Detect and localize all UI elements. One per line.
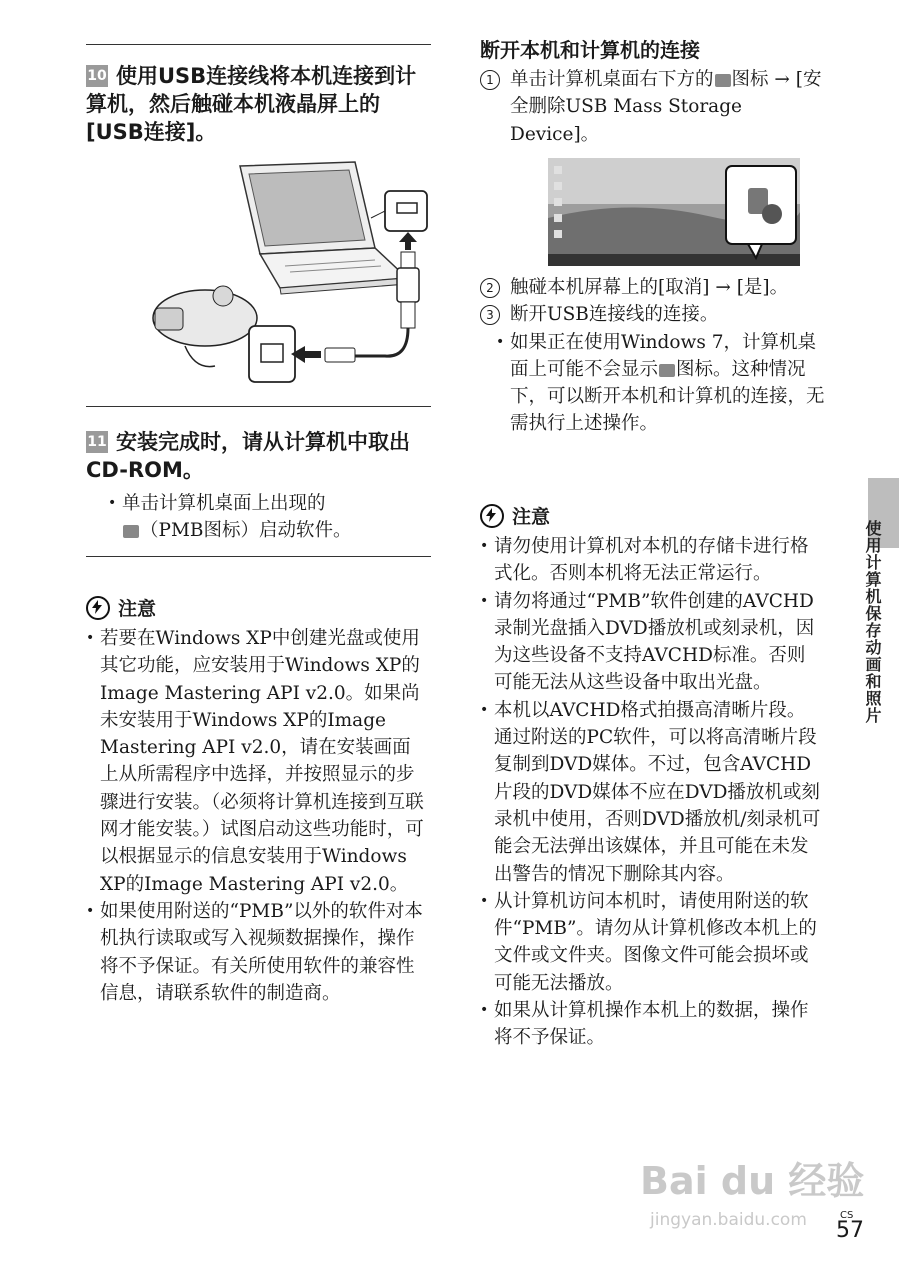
desktop-screenshot [548,158,800,266]
section-divider [86,556,431,557]
note-item: • 若要在Windows XP中创建光盘或使用其它功能，应安装用于Windows XP的Image Mastering API v2.0。如果尚未安装用于Windows XP的Image Mastering API v2.0，请在安装画面上从所需程序中选择，并按照显示的步骤进行安装。（必须将计算机连接到互联网才能安装。）试图启动这些功能时，可以根据显示的信息安装用于Windows XP的Image Mastering API v2.0。 [86,625,428,898]
step-number: 10 [86,65,108,87]
top-rule [86,44,431,45]
note-heading [480,502,822,529]
note-heading [86,594,428,621]
step-number: 11 [86,431,108,453]
step-text-2: 图标 → [安全删除USB Mass Storage Device]。 [510,69,822,145]
disconnect-bullet [496,329,826,438]
note-item: • 从计算机访问本机时，请使用附送的软件“PMB”。请勿从计算机修改本机上的文件或文件夹。图像文件可能会损坏或可能无法播放。 [480,888,822,997]
right-note [480,502,822,1052]
note-item: • 本机以AVCHD格式拍摄高清晰片段。通过附送的PC软件，可以将高清晰片段复制到DVD媒体。不过，包含AVCHD片段的DVD媒体不应在DVD播放机或刻录机中使用，否则DVD播放机/刻录机可能会无法弹出该媒体，并且可能在未发出警告的情况下删除其内容。 [480,697,822,888]
note-item: • 如果从计算机操作本机上的数据，操作将不予保证。 [480,997,822,1052]
step-title: 使用USB连接线将本机连接到计算机，然后触碰本机液晶屏上的[USB连接]。 [86,64,417,144]
bullet-text-2: （PMB图标）启动软件。 [140,520,352,542]
note-heading-text: 注意 [512,506,551,528]
disconnect-step-2 [480,274,830,301]
safely-remove-icon [715,74,731,87]
page-number: 57 [836,1218,864,1243]
note-heading-text: 注意 [118,598,157,620]
note-item: • 请勿将通过“PMB”软件创建的AVCHD录制光盘插入DVD播放机或刻录机，因为这些设备不支持AVCHD标准。否则可能无法从这些设备中取出光盘。 [480,588,822,697]
step-text: 断开USB连接线的连接。 [510,304,719,326]
side-tab-label: 使用计算机保存动画和照片 [863,520,882,724]
disconnect-step-3 [480,301,830,328]
step-number: 2 [480,278,500,298]
step-11-bullet [108,490,422,545]
disconnect-steps [480,274,830,438]
note-item: • 如果使用附送的“PMB”以外的软件对本机执行读取或写入视频数据操作，操作将不予保证。有关所使用软件的兼容性信息，请联系软件的制造商。 [86,898,428,1007]
bullet-text-2: 图标。这种情况下，可以断开本机和计算机的连接，无需执行上述操作。 [510,358,825,435]
left-note [86,594,428,1007]
caution-icon [480,504,504,528]
step-title: 安装完成时，请从计算机中取出CD-ROM。 [86,430,410,482]
watermark-logo: Bai du 经验 [640,1159,865,1203]
step-number: 3 [480,305,500,325]
page-language: CS [840,1210,854,1221]
watermark-url: jingyan.baidu.com [650,1210,807,1230]
step-text: 单击计算机桌面右下方的 [510,69,714,90]
bullet-text: 如果正在使用Windows 7，计算机桌面上可能不会显示 [510,331,816,380]
disconnect-heading: 断开本机和计算机的连接 [480,38,700,62]
disconnect-section [480,36,830,148]
pmb-icon [123,525,139,538]
caution-icon [86,596,110,620]
usb-connection-illustration [145,158,435,390]
bullet-text: 单击计算机桌面上出现的 [122,493,326,514]
step-10 [86,62,431,146]
safely-remove-icon [659,364,675,377]
step-text: 触碰本机屏幕上的[取消] → [是]。 [510,277,789,298]
disconnect-step-1 [480,66,830,148]
step-number: 1 [480,70,500,90]
note-item: • 请勿使用计算机对本机的存储卡进行格式化。否则本机将无法正常运行。 [480,533,822,588]
step-11 [86,428,431,545]
step-divider [86,406,431,407]
